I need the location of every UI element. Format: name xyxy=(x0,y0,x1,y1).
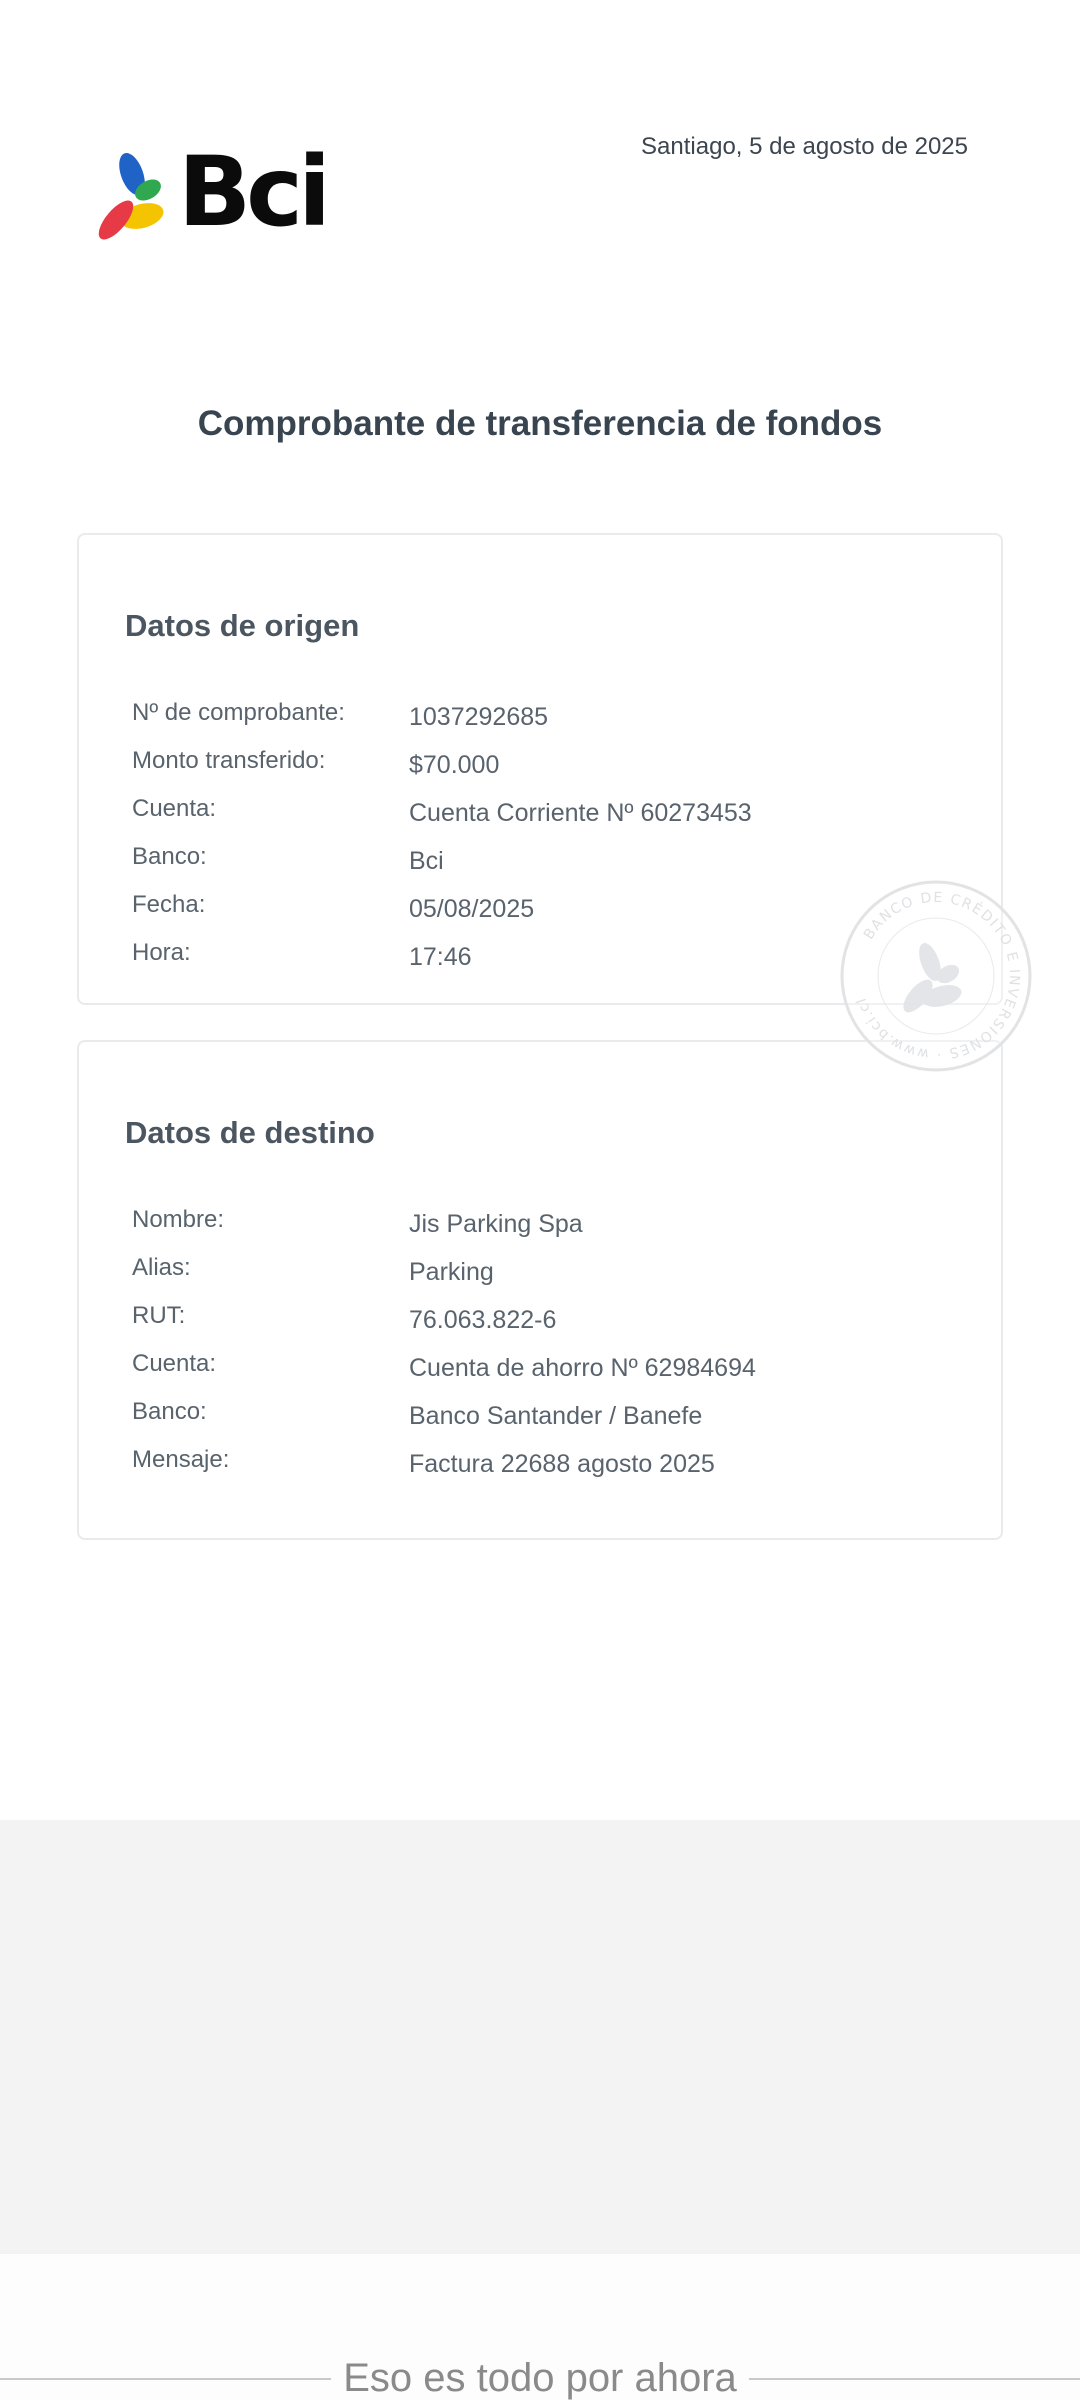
origin-row xyxy=(132,699,952,747)
origin-row xyxy=(132,891,952,939)
row-label: Nombre: xyxy=(132,1206,225,1233)
row-value: 17:46 xyxy=(409,943,472,971)
row-value: Cuenta de ahorro Nº 62984694 xyxy=(409,1354,756,1382)
destination-card-title: Datos de destino xyxy=(125,1115,375,1150)
row-label: Banco: xyxy=(132,843,207,870)
origin-row xyxy=(132,795,952,843)
row-value: 76.063.822-6 xyxy=(409,1306,557,1334)
destination-row xyxy=(132,1206,952,1254)
row-label: Alias: xyxy=(132,1254,191,1281)
date-line: Santiago, 5 de agosto de 2025 xyxy=(641,133,968,160)
row-label: Cuenta: xyxy=(132,795,217,822)
row-label: Nº de comprobante: xyxy=(132,699,345,726)
svg-text:BANCO DE CRÉDITO E INVERSIONES: BANCO DE CRÉDITO E INVERSIONES · www.bci.cl xyxy=(853,889,1023,1063)
origin-row xyxy=(132,939,952,987)
destination-rows xyxy=(132,1206,952,1494)
row-label: Fecha: xyxy=(132,891,206,918)
row-value: $70.000 xyxy=(409,751,500,779)
origin-card-title: Datos de origen xyxy=(125,608,360,643)
row-value: Banco Santander / Banefe xyxy=(409,1402,703,1430)
row-label: Mensaje: xyxy=(132,1446,230,1473)
destination-row xyxy=(132,1446,952,1494)
row-label: RUT: xyxy=(132,1302,186,1329)
destination-row xyxy=(132,1398,952,1446)
row-label: Monto transferido: xyxy=(132,747,326,774)
destination-row xyxy=(132,1350,952,1398)
bci-logo xyxy=(98,136,326,248)
row-value: Cuenta Corriente Nº 60273453 xyxy=(409,799,752,827)
bci-seal-stamp xyxy=(838,878,1034,1074)
row-value: Parking xyxy=(409,1258,494,1286)
row-value: 1037292685 xyxy=(409,703,549,731)
row-label: Cuenta: xyxy=(132,1350,217,1377)
row-label: Hora: xyxy=(132,939,191,966)
footer-end-message: Eso es todo por ahora xyxy=(0,2356,1080,2400)
destination-row xyxy=(132,1254,952,1302)
content-separator-area xyxy=(0,1820,1080,2254)
origin-rows xyxy=(132,699,952,987)
page-title: Comprobante de transferencia de fondos xyxy=(197,404,883,443)
row-value: Factura 22688 agosto 2025 xyxy=(409,1450,715,1478)
bci-logo-wordmark: Bci xyxy=(178,136,326,248)
bci-logo-icon xyxy=(98,150,188,246)
destination-row xyxy=(132,1302,952,1350)
footer xyxy=(0,2254,1080,2400)
destination-card xyxy=(77,1040,1003,1540)
row-label: Banco: xyxy=(132,1398,207,1425)
origin-row xyxy=(132,843,952,891)
row-value: 05/08/2025 xyxy=(409,895,535,923)
row-value: Jis Parking Spa xyxy=(409,1210,583,1238)
row-value: Bci xyxy=(409,847,444,875)
origin-row xyxy=(132,747,952,795)
